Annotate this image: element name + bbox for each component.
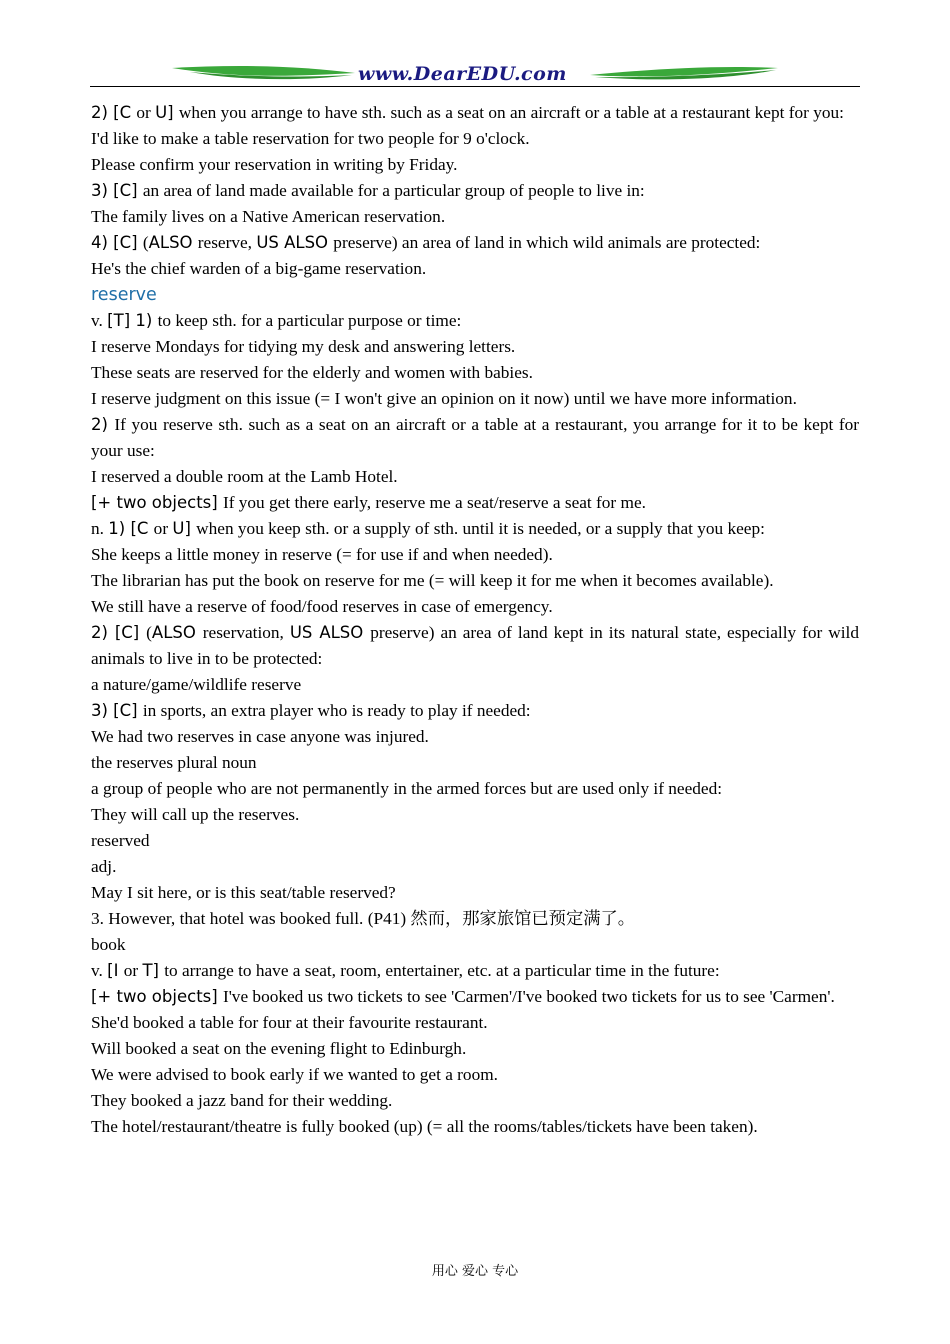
text-run: We were advised to book early if we wanted to get a room. [91, 1065, 498, 1084]
text-line [91, 1010, 859, 1036]
text-line [91, 152, 859, 178]
text-run: a group of people who are not permanently in the armed forces but are used only if needed: [91, 779, 723, 798]
text-line [91, 542, 859, 568]
text-run: If you reserve sth. such as a seat on an aircraft or a table at a restaurant, you arrange for it to be kept for your use: [91, 415, 859, 460]
text-run: He's the chief warden of a big-game reservation. [91, 259, 427, 278]
text-run: reserve, [197, 233, 257, 252]
text-run: reserved [91, 831, 150, 850]
grammar-code: 2) [C] [91, 623, 147, 642]
text-line [91, 906, 859, 932]
text-run: to arrange to have a seat, room, entertainer, etc. at a particular time in the future: [164, 961, 720, 980]
text-run: They will call up the reserves. [91, 805, 300, 824]
grammar-code: 2) [C [91, 103, 137, 122]
grammar-code: 3) [C] [91, 181, 143, 200]
text-run: book [91, 935, 126, 954]
grammar-code: 3) [C] [91, 701, 143, 720]
grammar-code: 2) [91, 415, 115, 434]
text-run: These seats are reserved for the elderly and women with babies. [91, 363, 533, 382]
text-line [91, 984, 859, 1010]
text-line [91, 724, 859, 750]
text-line [91, 334, 859, 360]
grammar-code: [I [107, 961, 124, 980]
text-run: She'd booked a table for four at their favourite restaurant. [91, 1013, 488, 1032]
text-run: I'd like to make a table reservation for two people for 9 o'clock. [91, 129, 530, 148]
text-line [91, 854, 859, 880]
text-line [91, 1036, 859, 1062]
text-run: ( [142, 233, 149, 252]
text-line [91, 620, 859, 672]
text-line [91, 750, 859, 776]
text-run: or [136, 103, 156, 122]
grammar-code: [+ two objects] [91, 987, 223, 1006]
text-line [91, 1114, 859, 1140]
text-line [91, 282, 859, 308]
text-run: I reserved a double room at the Lamb Hotel. [91, 467, 398, 486]
text-line [91, 100, 859, 126]
grammar-code: US ALSO [289, 623, 371, 642]
text-line [91, 828, 859, 854]
text-run: when you keep sth. or a supply of sth. until it is needed, or a supply that you keep: [196, 519, 765, 538]
text-line [91, 1062, 859, 1088]
text-run: She keeps a little money in reserve (= for use if and when needed). [91, 545, 553, 564]
text-line [91, 386, 859, 412]
text-line [91, 308, 859, 334]
text-run: the reserves plural noun [91, 753, 257, 772]
text-run: May I sit here, or is this seat/table reserved? [91, 883, 396, 902]
text-line [91, 1088, 859, 1114]
text-run: an area of land made available for a particular group of people to live in: [142, 181, 645, 200]
text-run: Will booked a seat on the evening flight to Edinburgh. [91, 1039, 467, 1058]
text-line [91, 490, 859, 516]
grammar-code: [T] 1) [107, 311, 158, 330]
text-run: reservation, [202, 623, 290, 642]
text-run: to keep sth. for a particular purpose or time: [157, 311, 462, 330]
text-run: I reserve judgment on this issue (= I won't give an opinion on it now) until we have more information. [91, 389, 797, 408]
text-line [91, 178, 859, 204]
text-line [91, 360, 859, 386]
document-body [91, 100, 859, 1140]
text-run: I've booked us two tickets to see 'Carmen'/I've booked two tickets for us to see 'Carmen'. [222, 987, 835, 1006]
text-run: n. [91, 519, 109, 538]
grammar-code: 4) [C] [91, 233, 143, 252]
text-run: when you arrange to have sth. such as a seat on an aircraft or a table at a restaurant kept for you: [178, 103, 844, 122]
text-run: or [153, 519, 173, 538]
text-run: preserve) an area of land in which wild animals are protected: [333, 233, 761, 252]
grammar-code: [+ two objects] [91, 493, 223, 512]
text-run: 3. However, that hotel was booked full. (P41) 然而，那家旅馆已预定满了。 [91, 909, 636, 928]
header-rule [90, 86, 860, 87]
text-line [91, 776, 859, 802]
text-run: The family lives on a Native American reservation. [91, 207, 446, 226]
text-run: in sports, an extra player who is ready to play if needed: [142, 701, 531, 720]
text-run: a nature/game/wildlife reserve [91, 675, 302, 694]
page-footer: 用心 爱心 专心 [431, 1264, 519, 1279]
text-line [91, 698, 859, 724]
text-run: v. [91, 961, 108, 980]
text-run: preserve) an area of land kept in its natural state, especially for wild animals to live in to be protected: [91, 623, 859, 668]
grammar-code: U] [155, 103, 179, 122]
text-run: adj. [91, 857, 117, 876]
text-run: The hotel/restaurant/theatre is fully booked (up) (= all the rooms/tables/tickets have been taken). [91, 1117, 758, 1136]
text-line [91, 880, 859, 906]
text-run: Please confirm your reservation in writing by Friday. [91, 155, 458, 174]
text-run: They booked a jazz band for their wedding. [91, 1091, 393, 1110]
text-run: v. [91, 311, 108, 330]
text-run: We still have a reserve of food/food reserves in case of emergency. [91, 597, 553, 616]
grammar-code: ALSO [148, 233, 198, 252]
text-run: The librarian has put the book on reserve for me (= will keep it for me when it becomes available). [91, 571, 774, 590]
grammar-code: 1) [C [108, 519, 154, 538]
text-line [91, 516, 859, 542]
site-logo: www.DearEDU.com [358, 63, 567, 85]
text-run: ( [146, 623, 152, 642]
headword: reserve [91, 285, 157, 305]
text-line [91, 464, 859, 490]
text-line [91, 932, 859, 958]
text-line [91, 412, 859, 464]
text-run: If you get there early, reserve me a seat/reserve a seat for me. [222, 493, 646, 512]
grammar-code: US ALSO [256, 233, 334, 252]
text-line [91, 256, 859, 282]
text-line [91, 594, 859, 620]
text-line [91, 568, 859, 594]
grammar-code: U] [172, 519, 197, 538]
text-run: or [123, 961, 143, 980]
text-run: We had two reserves in case anyone was injured. [91, 727, 429, 746]
text-line [91, 958, 859, 984]
grammar-code: T] [142, 961, 165, 980]
grammar-code: ALSO [151, 623, 203, 642]
text-line [91, 230, 859, 256]
text-line [91, 802, 859, 828]
text-run: I reserve Mondays for tidying my desk and answering letters. [91, 337, 516, 356]
text-line [91, 672, 859, 698]
text-line [91, 204, 859, 230]
text-line [91, 126, 859, 152]
